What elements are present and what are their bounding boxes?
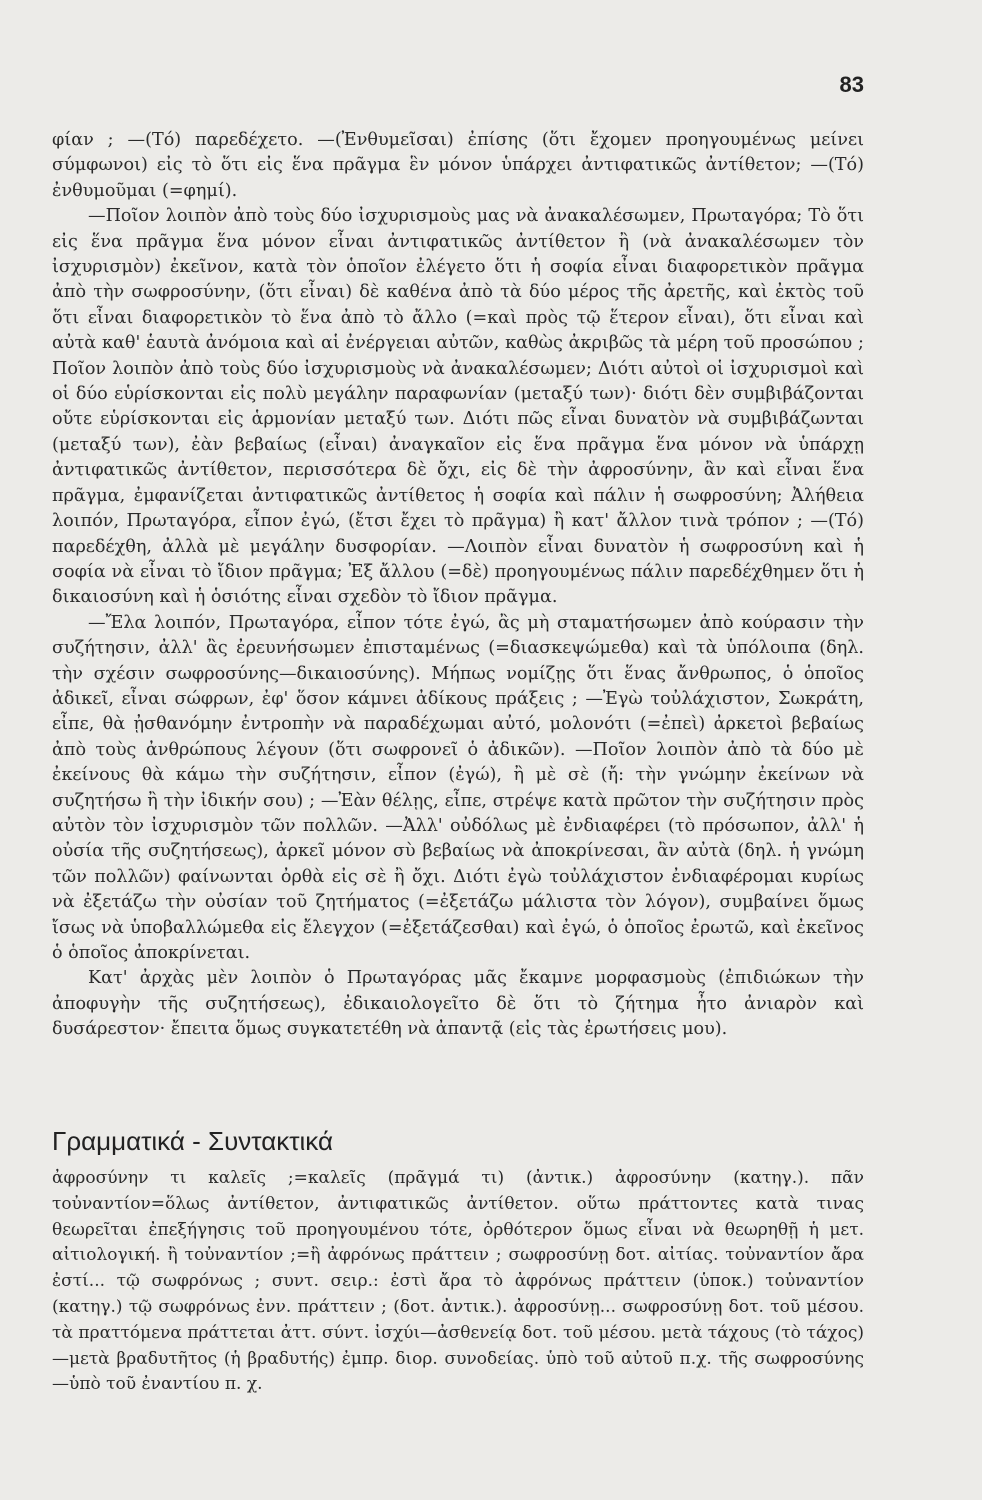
grammar-notes [52, 1166, 864, 1398]
paragraph-1: φίαν ; —(Τό) παρεδέχετο. —(Ἐνθυμεῖσαι) ἐπίσης (ὅτι ἔχομεν προηγουμένως μείνει σύμφωνοι) εἰς τὸ ὅτι εἰς ἕνα πρᾶγμα ἓν μόνον ὑπάρχει ἀντιφατικῶς ἀντίθετον; —(Τό) ἐνθυμοῦμαι (=φημί). [52, 130, 864, 201]
section-heading: Γραμματικά - Συντακτικά [52, 1126, 333, 1156]
page-number: 83 [839, 72, 864, 97]
grammar-notes-text: ἀφροσύνην τι καλεῖς ;=καλεῖς (πρᾶγμά τι) (ἀντικ.) ἀφροσύνην (κατηγ.). πᾶν τοὐναντίον=ὅλως ἀντίθετον, ἀντιφατικῶς ἀντίθετον. οὕτω πράττοντες κατὰ τινας θεωρεῖται ἐπεξήγησις τοῦ προηγουμένου τότε, ὀρθότερον ὅμως εἶναι νὰ θεωρηθῇ ἡ μετ. αἰτιολογική. ἢ τοὐναντίον ;=ἢ ἀφρόνως πράττειν ; σωφροσύνῃ δοτ. αἰτίας. τοὐναντίον ἄρα ἐστί... τῷ σωφρόνως ; συντ. σειρ.: ἐστὶ ἄρα τὸ ἀφρόνως πράττειν (ὑποκ.) τοὐναντίον (κατηγ.) τῷ σωφρόνως ἐνν. πράττειν ; (δοτ. ἀντικ.). ἀφροσύνῃ... σωφροσύνῃ δοτ. τοῦ μέσου. τὰ πραττόμενα πράττεται ἀττ. σύντ. ἰσχύι—ἀσθενείᾳ δοτ. τοῦ μέσου. μετὰ τάχους (τὸ τάχος)—μετὰ βραδυτῆτος (ἡ βραδυτής) ἐμπρ. διορ. συνοδείας. ὑπὸ τοῦ αὐτοῦ π.χ. τῆς σωφροσύνης—ὑπὸ τοῦ ἐναντίου π. χ. [52, 1168, 864, 1395]
paragraph-3: —Ἔλα λοιπόν, Πρωταγόρα, εἶπον τότε ἐγώ, ἂς μὴ σταματήσωμεν ἀπὸ κούρασιν τὴν συζήτησιν, ἀλλ' ἂς ἐρευνήσωμεν ἐπισταμένως (=διασκεψώμεθα) καὶ τὰ ὑπόλοιπα (δηλ. τὴν σχέσιν σωφροσύνης—δικαιοσύνης). Μήπως νομίζῃς ὅτι ἕνας ἄνθρωπος, ὁ ὁποῖος ἀδικεῖ, εἶναι σώφρων, ἐφ' ὅσον κάμνει ἀδίκους πράξεις ; —Ἐγὼ τοὐλάχιστον, Σωκράτη, εἶπε, θὰ ᾐσθανόμην ἐντροπὴν νὰ παραδέχωμαι αὐτό, μολονότι (=ἐπεὶ) ἀρκετοὶ βεβαίως ἀπὸ τοὺς ἀνθρώπους λέγουν (ὅτι σωφρονεῖ ὁ ἀδικῶν). —Ποῖον λοιπὸν ἀπὸ τὰ δύο μὲ ἐκείνους θὰ κάμω τὴν συζήτησιν, εἶπον (ἐγώ), ἢ μὲ σὲ (ἤ: τὴν γνώμην ἐκείνων νὰ συζητήσω ἢ τὴν ἰδικήν σου) ; —Ἐὰν θέλῃς, εἶπε, στρέψε κατὰ πρῶτον τὴν συζήτησιν πρὸς αὐτὸν τὸν ἰσχυρισμὸν τῶν πολλῶν. —Ἀλλ' οὐδόλως μὲ ἐνδιαφέρει (τὸ πρόσωπον, ἀλλ' ἡ οὐσία τῆς συζητήσεως), ἀρκεῖ μόνον σὺ βεβαίως νὰ ἀποκρίνεσαι, ἂν αὐτὰ (δηλ. ἡ γνώμη τῶν πολλῶν) φαίνωνται ὀρθὰ εἰς σὲ ἢ ὄχι. Διότι ἐγὼ τοὐλάχιστον ἐνδιαφέρομαι κυρίως νὰ ἐξετάζω τὴν οὐσίαν τοῦ ζητήματος (=ἐξετάζω μάλιστα τὸν λόγον), συμβαίνει ὅμως ἴσως νὰ ὑποβαλλώμεθα εἰς ἔλεγχον (=ἐξετάζεσθαι) καὶ ἐγώ, ὁ ὁποῖος ἐρωτῶ, καὶ ἐκεῖνος ὁ ὁποῖος ἀποκρίνεται. [52, 612, 864, 963]
paragraph-4: Κατ' ἀρχὰς μὲν λοιπὸν ὁ Πρωταγόρας μᾶς ἔκαμνε μορφασμοὺς (ἐπιδιώκων τὴν ἀποφυγὴν τῆς συζητήσεως), ἐδικαιολογεῖτο δὲ ὅτι τὸ ζήτημα ἦτο ἀνιαρὸν καὶ δυσάρεστον· ἔπειτα ὅμως συγκατετέθη νὰ ἀπαντᾷ (εἰς τὰς ἐρωτήσεις μου). [52, 968, 864, 1040]
main-text [52, 128, 864, 1043]
paragraph-2: —Ποῖον λοιπὸν ἀπὸ τοὺς δύο ἰσχυρισμοὺς μας νὰ ἀνακαλέσωμεν, Πρωταγόρα; Τὸ ὅτι εἰς ἕνα πρᾶγμα ἕνα μόνον εἶναι ἀντιφατικῶς ἀντίθετον ἢ (νὰ ἀνακαλέσωμεν τὸν ἰσχυρισμὸν) ἐκεῖνον, κατὰ τὸν ὁποῖον ἐλέγετο ὅτι ἡ σοφία εἶναι διαφορετικὸν πρᾶγμα ἀπὸ τὴν σωφροσύνην, (ὅτι εἶναι) δὲ καθένα ἀπὸ τὰ δύο μέρος τῆς ἀρετῆς, καὶ ἐκτὸς τοῦ ὅτι εἶναι διαφορετικὸν τὸ ἕνα ἀπὸ τὸ ἄλλο (=καὶ πρὸς τῷ ἕτερον εἶναι), ὅτι εἶναι καὶ αὐτὰ καθ' ἑαυτὰ ἀνόμοια καὶ αἱ ἐνέργειαι αὐτῶν, καθὼς ἀκριβῶς τὰ μέρη τοῦ προσώπου ; Ποῖον λοιπὸν ἀπὸ τοὺς δύο ἰσχυρισμοὺς νὰ ἀνακαλέσωμεν; Διότι αὐτοὶ οἱ ἰσχυρισμοὶ καὶ οἱ δύο εὑρίσκονται εἰς πολὺ μεγάλην παραφωνίαν (μεταξύ των)· διότι δὲν συμβιβάζονται οὔτε εὑρίσκονται εἰς ἁρμονίαν μεταξύ των. Διότι πῶς εἶναι δυνατὸν νὰ συμβιβάζωνται (μεταξύ των), ἐὰν βεβαίως (εἶναι) ἀναγκαῖον εἰς ἕνα πρᾶγμα ἕνα μόνον νὰ ὑπάρχῃ ἀντιφατικῶς ἀντίθετον, περισσότερα δὲ ὄχι, εἰς δὲ τὴν ἀφροσύνην, ἂν καὶ εἶναι ἕνα πρᾶγμα, ἐμφανίζεται ἀντιφατικῶς ἀντίθετος ἡ σοφία καὶ πάλιν ἡ σωφροσύνη; Ἀλήθεια λοιπόν, Πρωταγόρα, εἶπον ἐγώ, (ἔτσι ἔχει τὸ πρᾶγμα) ἢ κατ' ἄλλον τινὰ τρόπον ; —(Τό) παρεδέχθη, ἀλλὰ μὲ μεγάλην δυσφορίαν. —Λοιπὸν εἶναι δυνατὸν ἡ σωφροσύνη καὶ ἡ σοφία νὰ εἶναι τὸ ἴδιον πρᾶγμα; Ἐξ ἄλλου (=δὲ) προηγουμένως πάλιν παρεδέχθημεν ὅτι ἡ δικαιοσύνη καὶ ἡ ὁσιότης εἶναι σχεδὸν τὸ ἴδιον πρᾶγμα. [52, 206, 864, 608]
